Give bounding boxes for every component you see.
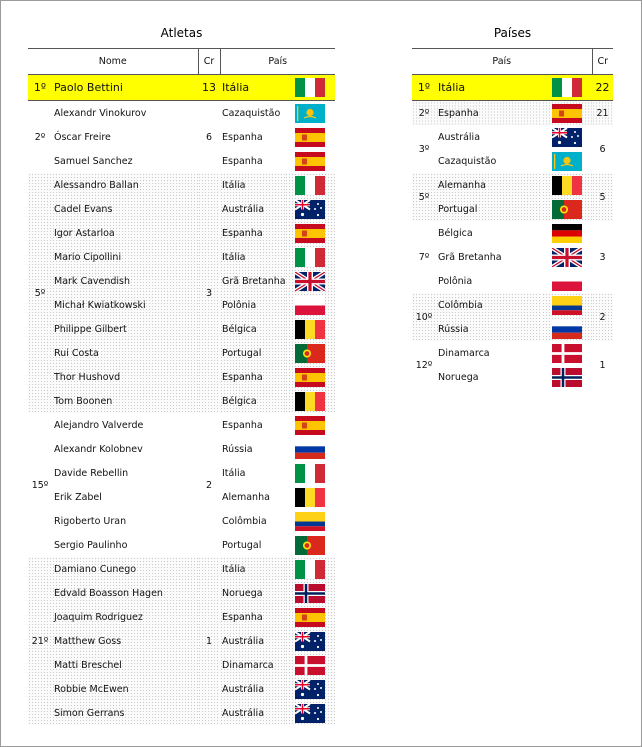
russia-flag-icon <box>552 320 582 339</box>
flag-cell <box>285 365 335 389</box>
flag-cell <box>542 293 592 317</box>
rank-cell: 7º <box>418 251 430 263</box>
athlete-name: Óscar Freire <box>54 131 111 143</box>
athlete-row <box>28 557 335 581</box>
rank-cell: 3º <box>418 143 430 155</box>
country-row <box>412 365 613 389</box>
athlete-name: Cadel Evans <box>52 197 198 221</box>
spain-flag-icon <box>295 128 325 147</box>
country-row <box>412 221 613 245</box>
athlete-name: Erik Zabel <box>54 491 102 503</box>
flag-cell <box>285 653 335 677</box>
athlete-name: Mario Cipollini <box>52 245 198 269</box>
athlete-name: Simon Gerrans <box>52 701 198 725</box>
countries-table <box>412 48 613 389</box>
athlete-name: Robbie McEwen <box>52 677 198 701</box>
athlete-name: Michał Kwiatkowski <box>52 293 198 317</box>
flag-cell <box>285 557 335 581</box>
races-count: 1 <box>198 557 220 725</box>
rank-cell: 5º <box>28 173 52 413</box>
country-row <box>412 101 613 126</box>
athlete-country: Espanha <box>220 365 285 389</box>
athlete-row <box>28 317 335 341</box>
athlete-row <box>28 581 335 605</box>
country-name: Grã Bretanha <box>438 251 502 263</box>
flag-cell <box>285 101 335 126</box>
rank-cell: 2º <box>412 101 436 126</box>
athlete-row <box>28 437 335 461</box>
athlete-country: Austrália <box>220 629 285 653</box>
denmark-flag-icon <box>552 344 582 363</box>
athlete-country: Colômbia <box>222 515 267 527</box>
athletes-table-block <box>28 26 335 725</box>
uk-flag-icon <box>295 272 325 291</box>
athlete-row <box>28 245 335 269</box>
spain-flag-icon <box>295 608 325 627</box>
flag-cell <box>285 341 335 365</box>
athlete-row <box>28 101 335 126</box>
athlete-row <box>28 461 335 485</box>
athlete-country: Itália <box>220 245 285 269</box>
country-row <box>412 125 613 149</box>
portugal-flag-icon <box>295 536 325 555</box>
athlete-country: Austrália <box>220 701 285 725</box>
flag-cell <box>285 245 335 269</box>
athlete-name: Sergio Paulinho <box>54 539 128 551</box>
italy-flag-icon <box>295 248 325 267</box>
athlete-name: Thor Hushovd <box>52 365 198 389</box>
countries-title: Países <box>493 26 532 40</box>
athlete-country: Bélgica <box>220 317 285 341</box>
country-row <box>412 269 613 293</box>
athlete-country: Noruega <box>220 581 285 605</box>
athlete-country: Itália <box>220 75 285 101</box>
races-count: 6 <box>205 131 213 143</box>
italy-flag-icon <box>552 78 582 97</box>
poland-flag-icon <box>295 296 325 315</box>
athlete-country: Dinamarca <box>220 653 285 677</box>
athlete-name: Alejandro Valverde <box>54 419 144 431</box>
athlete-country: Itália <box>222 467 246 479</box>
athlete-country: Polônia <box>220 293 285 317</box>
athletes-header-name: Nome <box>28 49 198 75</box>
country-name: Itália <box>436 75 542 101</box>
athlete-row <box>28 485 335 509</box>
belgium-flag-icon <box>295 392 325 411</box>
athlete-name: Joaquim Rodriguez <box>52 605 198 629</box>
country-row <box>412 173 613 197</box>
athlete-country: Espanha <box>220 221 285 245</box>
kazakhstan-flag-icon <box>295 104 325 123</box>
races-count: 22 <box>592 75 613 101</box>
spain-flag-icon <box>295 368 325 387</box>
flag-cell <box>542 149 592 173</box>
athlete-row <box>28 701 335 725</box>
country-name: Rússia <box>436 317 542 341</box>
country-name: Colômbia <box>436 293 542 317</box>
colombia-flag-icon <box>552 296 582 315</box>
flag-cell <box>285 629 335 653</box>
country-name: Portugal <box>436 197 542 221</box>
athlete-row <box>28 125 335 149</box>
italy-flag-icon <box>295 464 325 483</box>
athlete-name: Philippe Gilbert <box>52 317 198 341</box>
athletes-header-country: País <box>220 49 335 75</box>
rank-cell: 12º <box>415 359 433 371</box>
italy-flag-icon <box>295 78 325 97</box>
races-count: 5 <box>592 173 613 221</box>
athletes-header-races: Cr <box>198 49 220 75</box>
country-name: Austrália <box>438 131 481 143</box>
flag-cell <box>285 269 335 293</box>
athlete-country: Espanha <box>222 131 263 143</box>
flag-cell <box>285 461 335 485</box>
flag-cell <box>285 581 335 605</box>
athlete-row <box>28 365 335 389</box>
country-name: Bélgica <box>438 227 473 239</box>
flag-cell <box>542 173 592 197</box>
rank-cell: 2º <box>34 131 46 143</box>
country-name: Alemanha <box>436 173 542 197</box>
rank-cell: 1º <box>28 75 52 101</box>
country-row <box>412 341 613 365</box>
athlete-row <box>28 197 335 221</box>
spain-flag-icon <box>295 416 325 435</box>
flag-cell <box>285 125 335 149</box>
athlete-name: Damiano Cunego <box>52 557 198 581</box>
poland-flag-icon <box>552 272 582 291</box>
athlete-name: Rigoberto Uran <box>54 515 127 527</box>
country-row <box>412 149 613 173</box>
athlete-row <box>28 509 335 533</box>
australia-flag-icon <box>295 632 325 651</box>
flag-cell <box>542 269 592 293</box>
races-count: 13 <box>198 75 220 101</box>
athlete-country: Itália <box>220 173 285 197</box>
races-count: 2 <box>592 293 613 341</box>
flag-cell <box>285 149 335 173</box>
flag-cell <box>285 605 335 629</box>
athlete-row <box>28 533 335 557</box>
athlete-name: Davide Rebellin <box>54 467 129 479</box>
athlete-name: Alessandro Ballan <box>52 173 198 197</box>
athlete-name: Samuel Sanchez <box>54 155 133 167</box>
spain-flag-icon <box>295 224 325 243</box>
belgium-flag-icon <box>295 488 325 507</box>
australia-flag-icon <box>295 200 325 219</box>
races-count: 3 <box>599 251 606 263</box>
athlete-row <box>28 413 335 437</box>
athlete-row <box>28 269 335 293</box>
flag-cell <box>542 101 592 126</box>
athlete-country: Espanha <box>222 155 263 167</box>
athlete-country: Austrália <box>220 197 285 221</box>
flag-cell <box>285 533 335 557</box>
athlete-country: Austrália <box>220 677 285 701</box>
uk-flag-icon <box>552 248 582 267</box>
athlete-row <box>28 149 335 173</box>
rank-cell: 10º <box>412 293 436 341</box>
flag-cell <box>542 221 592 245</box>
rank-cell: 21º <box>28 557 52 725</box>
athlete-country: Cazaquistão <box>222 107 281 119</box>
athlete-row <box>28 629 335 653</box>
races-count: 21 <box>592 101 613 126</box>
norway-flag-icon <box>552 368 582 387</box>
belgium-flag-icon <box>295 320 325 339</box>
spain-flag-icon <box>295 152 325 171</box>
flag-cell <box>285 413 335 437</box>
athlete-country: Bélgica <box>220 389 285 413</box>
flag-cell <box>542 197 592 221</box>
denmark-flag-icon <box>295 656 325 675</box>
kazakhstan-flag-icon <box>552 152 582 171</box>
country-row <box>412 245 613 269</box>
athlete-country: Rússia <box>222 443 253 455</box>
flag-cell <box>542 75 592 101</box>
races-count: 3 <box>198 173 220 413</box>
country-name: Noruega <box>438 371 479 383</box>
athlete-row <box>28 173 335 197</box>
flag-cell <box>285 75 335 101</box>
athlete-name: Tom Boonen <box>52 389 198 413</box>
athlete-country: Alemanha <box>222 491 270 503</box>
germany-flag-icon <box>552 224 582 243</box>
russia-flag-icon <box>295 440 325 459</box>
athlete-name: Mark Cavendish <box>52 269 198 293</box>
country-row <box>412 293 613 317</box>
country-name: Espanha <box>436 101 542 126</box>
flag-cell <box>285 293 335 317</box>
rank-cell: 1º <box>412 75 436 101</box>
flag-cell <box>542 365 592 389</box>
australia-flag-icon <box>295 704 325 723</box>
belgium-flag-icon <box>552 176 582 195</box>
country-name: Polônia <box>438 275 473 287</box>
rank-cell: 5º <box>412 173 436 221</box>
athlete-country: Portugal <box>220 341 285 365</box>
athletes-leader-row <box>28 75 335 101</box>
athlete-row <box>28 389 335 413</box>
australia-flag-icon <box>295 680 325 699</box>
country-row <box>412 317 613 341</box>
flag-cell <box>285 389 335 413</box>
italy-flag-icon <box>295 176 325 195</box>
athlete-name: Alexandr Vinokurov <box>54 107 147 119</box>
australia-flag-icon <box>552 128 582 147</box>
country-name: Cazaquistão <box>438 155 497 167</box>
athletes-header-row <box>28 49 335 75</box>
athletes-title: Atletas <box>160 26 203 40</box>
flag-cell <box>542 341 592 365</box>
athlete-country: Portugal <box>222 539 262 551</box>
athlete-name: Rui Costa <box>52 341 198 365</box>
races-count: 6 <box>599 143 606 155</box>
athlete-country: Espanha <box>220 605 285 629</box>
flag-cell <box>542 317 592 341</box>
flag-cell <box>285 485 335 509</box>
countries-header-row <box>412 49 613 75</box>
athlete-country: Grã Bretanha <box>220 269 285 293</box>
norway-flag-icon <box>295 584 325 603</box>
countries-leader-row <box>412 75 613 101</box>
athlete-row <box>28 293 335 317</box>
flag-cell <box>285 437 335 461</box>
athlete-name: Igor Astarloa <box>52 221 198 245</box>
athlete-name: Edvald Boasson Hagen <box>52 581 198 605</box>
flag-cell <box>285 677 335 701</box>
countries-table-block <box>412 26 613 389</box>
athlete-row <box>28 605 335 629</box>
portugal-flag-icon <box>295 344 325 363</box>
portugal-flag-icon <box>552 200 582 219</box>
flag-cell <box>285 509 335 533</box>
spain-flag-icon <box>552 104 582 123</box>
athlete-name: Paolo Bettini <box>52 75 198 101</box>
athlete-row <box>28 677 335 701</box>
athlete-row <box>28 341 335 365</box>
flag-cell <box>285 317 335 341</box>
rank-cell: 15º <box>31 479 49 491</box>
athlete-name: Matti Breschel <box>52 653 198 677</box>
athlete-row <box>28 653 335 677</box>
flag-cell <box>542 125 592 149</box>
country-name: Dinamarca <box>438 347 490 359</box>
athlete-country: Espanha <box>222 419 263 431</box>
athlete-name: Matthew Goss <box>52 629 198 653</box>
flag-cell <box>285 197 335 221</box>
country-row <box>412 197 613 221</box>
athletes-table <box>28 48 335 725</box>
countries-header-races: Cr <box>592 49 613 75</box>
italy-flag-icon <box>295 560 325 579</box>
countries-header-country: País <box>412 49 592 75</box>
flag-cell <box>285 221 335 245</box>
races-count: 1 <box>599 359 606 371</box>
athlete-country: Itália <box>220 557 285 581</box>
colombia-flag-icon <box>295 512 325 531</box>
athlete-name: Alexandr Kolobnev <box>54 443 143 455</box>
flag-cell <box>285 173 335 197</box>
races-count: 2 <box>205 479 213 491</box>
flag-cell <box>285 701 335 725</box>
athlete-row <box>28 221 335 245</box>
flag-cell <box>542 245 592 269</box>
